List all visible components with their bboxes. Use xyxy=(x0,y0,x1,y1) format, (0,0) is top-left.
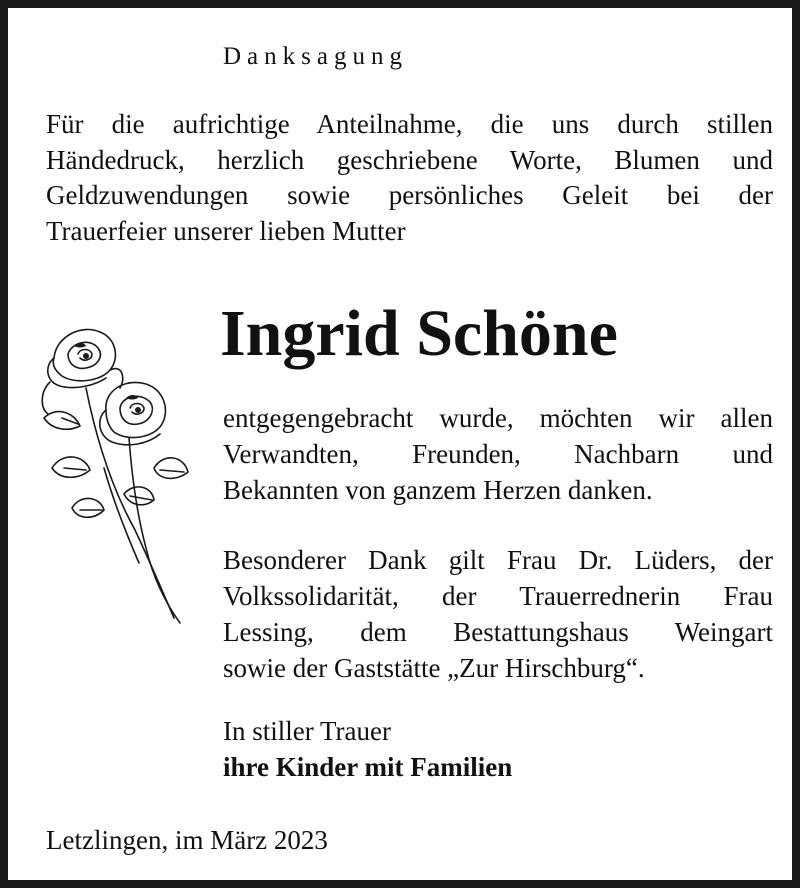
intro-line: Geldzuwendungen sowie persönliches Geleit bei der xyxy=(46,180,773,210)
special-thanks-line: sowie der Gaststätte „Zur Hirschburg“. xyxy=(223,653,645,683)
thanks-line: Verwandten, Freunden, Nachbarn und xyxy=(223,439,773,469)
special-thanks-line: Besonderer Dank gilt Frau Dr. Lüders, der xyxy=(223,545,773,575)
roses-icon xyxy=(34,318,194,638)
thanks-line: Bekannten von ganzem Herzen danken. xyxy=(223,475,653,505)
thanks-paragraph xyxy=(223,400,773,508)
intro-line: Trauerfeier unserer lieben Mutter xyxy=(46,215,406,246)
thanks-line: entgegengebracht wurde, möchten wir allen xyxy=(223,403,773,433)
intro-line: Für die aufrichtige Anteilnahme, die uns durch stillen xyxy=(46,109,773,139)
place-date: Letzlingen, im März 2023 xyxy=(46,825,328,855)
special-thanks-line: Volkssolidarität, der Trauerrednerin Frau xyxy=(223,581,773,611)
special-thanks-line: Lessing, dem Bestattungshaus Weingart xyxy=(223,617,773,647)
deceased-name: Ingrid Schöne xyxy=(220,297,618,370)
intro-paragraph xyxy=(46,107,773,249)
signoff-block xyxy=(223,713,773,785)
signatories: ihre Kinder mit Familien xyxy=(223,752,513,782)
intro-line: Händedruck, herzlich geschriebene Worte, Blumen und xyxy=(46,144,773,175)
special-thanks-paragraph xyxy=(223,542,773,686)
notice-heading: Danksagung xyxy=(223,43,408,70)
signoff-text: In stiller Trauer xyxy=(223,716,391,746)
